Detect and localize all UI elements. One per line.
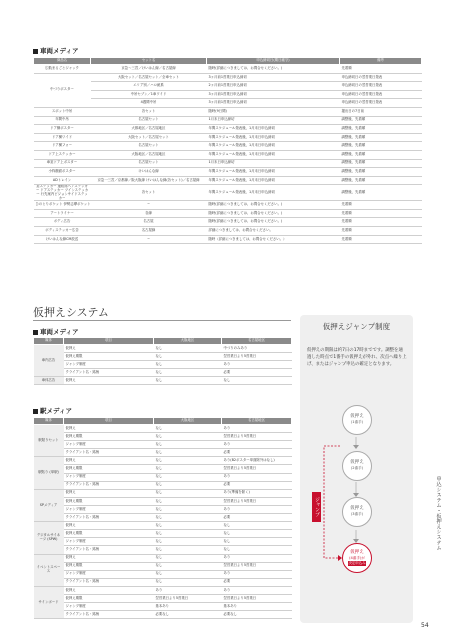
table-cell: ADトレイン <box>34 176 91 185</box>
table-cell: 必要なし <box>222 611 292 619</box>
table-cell: クライアント名・銘柄 <box>64 449 154 457</box>
table-cell: あり <box>154 586 222 594</box>
table-cell: あり <box>222 505 292 513</box>
col-header: 媒体 <box>34 418 64 425</box>
table-row <box>34 99 422 108</box>
table-cell: 翌営業日より5営業日 <box>154 594 222 602</box>
table-cell: 各セット <box>91 185 207 201</box>
table-cell: なし <box>154 497 222 505</box>
col-header: セット名 <box>91 58 207 65</box>
table-row <box>34 562 292 570</box>
table-row <box>34 159 422 168</box>
table-cell: 車窓ドア上ポスター <box>34 159 91 168</box>
table-cell: クライアント名・銘柄 <box>64 578 154 586</box>
table-cell: クライアント名・銘柄 <box>64 611 154 619</box>
vehicle-media-deadline-table <box>33 57 422 244</box>
table-cell: なし <box>222 538 292 546</box>
col-header: 名古屋地区 <box>222 338 292 345</box>
table-cell: 随時（詳細につきましては、お問合せください。） <box>207 235 340 244</box>
table-cell: ドア横ポスター <box>34 125 91 134</box>
table-cell: 小枠額面ポスター <box>34 168 91 177</box>
table-cell: あり(B2ポスター単面除外はなし) <box>222 457 292 465</box>
table-cell: なし <box>154 514 222 522</box>
table-cell: あり <box>222 570 292 578</box>
table-cell: スポット中吊 <box>34 107 91 116</box>
table-cell: なし <box>154 570 222 578</box>
table-cell: 先着順 <box>340 65 422 74</box>
table-cell: あり <box>222 554 292 562</box>
table-row <box>34 465 292 473</box>
table-cell: ジャンプ制度 <box>64 361 154 369</box>
table-cell: 調整後、先着順 <box>340 142 422 151</box>
table-cell: なし <box>154 489 222 497</box>
table-cell: なし <box>154 465 222 473</box>
chapter-side-tab: 申込システム・仮押えシステム <box>435 476 441 551</box>
table-cell: なし <box>154 425 222 433</box>
table-cell: 調整後、先着順 <box>340 125 422 134</box>
table-cell: けいはんな線 <box>91 168 207 177</box>
table-row <box>34 489 292 497</box>
table-row <box>34 176 422 185</box>
table-cell: なし <box>154 457 222 465</box>
table-cell: クライアント名・銘柄 <box>64 546 154 554</box>
table-cell: ジャンプ制度 <box>64 505 154 513</box>
table-cell: なし <box>154 369 222 377</box>
table-row <box>34 133 422 142</box>
table-cell: 翌営業日より5営業日 <box>222 465 292 473</box>
table-cell: 先着順 <box>340 218 422 227</box>
table-cell: 仮押え期限 <box>64 465 154 473</box>
jump-label: ジャンプ <box>312 492 321 522</box>
table-cell: 窓ステッカー 運転席ヘアステッカー ドアステッカー ツインステッカー 行先案内ビジョンサイドステッカー <box>34 185 91 201</box>
table-row <box>34 449 292 457</box>
table-row <box>34 361 292 369</box>
table-cell: なし <box>154 505 222 513</box>
table-cell: 各線 <box>91 209 207 218</box>
table-row <box>34 603 292 611</box>
table-cell: 先着順 <box>340 227 422 236</box>
table-cell: 中づりポスター <box>34 73 91 107</box>
table-cell: 詳細につきましては、お問合せください。 <box>207 227 340 236</box>
divider <box>33 320 291 321</box>
table-cell: なし <box>154 361 222 369</box>
table-cell: 必要 <box>222 449 292 457</box>
table-cell: 仮押え <box>64 489 154 497</box>
table-cell: なし <box>154 449 222 457</box>
table-cell: 調整後、先着順 <box>340 176 422 185</box>
table-cell: 仮押え期限 <box>64 433 154 441</box>
square-bullet-icon <box>33 49 38 54</box>
table-cell: 調整後、先着順 <box>340 168 422 177</box>
table-cell: 先着順 <box>340 235 422 244</box>
table-row <box>34 125 422 134</box>
table-cell: 4週間中吊 <box>91 99 207 108</box>
table-cell: なし <box>222 546 292 554</box>
table-cell: 申込締切日の翌営業日発表 <box>340 90 422 99</box>
section-title-vehicle-media: 車両メディア <box>33 46 78 55</box>
square-bullet-icon <box>33 409 38 414</box>
table-row <box>34 107 422 116</box>
table-cell: 京急〜三宮／けいはん線／名古屋線 <box>91 65 207 74</box>
table-cell: 仮押え <box>64 425 154 433</box>
section-title-vehicle-media-2: 車両メディア <box>33 327 78 336</box>
table-cell: なし <box>154 578 222 586</box>
table-cell: 随時(詳細につきましては、お問合せください。) <box>207 201 340 210</box>
table-row <box>34 457 292 465</box>
table-row <box>34 497 292 505</box>
col-header: 大阪地区 <box>154 418 222 425</box>
table-row <box>34 185 422 201</box>
table-cell-media: 車内広告 <box>34 345 64 377</box>
table-cell: 必要 <box>222 369 292 377</box>
table-cell: ドア横ワイド <box>34 133 91 142</box>
table-cell-media: 車体広告 <box>34 377 64 385</box>
table-cell: なし <box>154 562 222 570</box>
table-cell: 3ヵ月前1営業日申込締切 <box>207 99 340 108</box>
table-cell: なし <box>154 377 222 385</box>
col-header: 項目 <box>64 338 154 345</box>
table-cell: なし <box>154 538 222 546</box>
table-cell: 翌営業日より5営業日 <box>222 562 292 570</box>
table-cell: なし <box>154 433 222 441</box>
table-cell: なし <box>154 441 222 449</box>
table-cell: 3ヵ月前1営業日申込締切 <box>207 73 340 82</box>
table-row <box>34 377 292 385</box>
table-row <box>34 218 422 227</box>
table-cell: エリア別／ハロ統系 <box>91 82 207 91</box>
table-cell: 仮押え期限 <box>64 530 154 538</box>
table-row <box>34 554 292 562</box>
table-cell: 仮押え <box>64 457 154 465</box>
table-cell: 名古屋セット <box>91 142 207 151</box>
table-row <box>34 235 422 244</box>
table-cell: 先着順 <box>340 209 422 218</box>
table-cell: なし <box>222 522 292 530</box>
table-cell: 調整後、先着順 <box>340 150 422 159</box>
table-cell: 1月末日申込締切 <box>207 159 340 168</box>
table-cell: 基本あり <box>222 603 292 611</box>
col-header: 申込締切日(期日厳守) <box>207 58 340 65</box>
table-cell: あり <box>222 441 292 449</box>
table-row <box>34 473 292 481</box>
table-row <box>34 73 422 82</box>
table-row <box>34 82 422 91</box>
vehicle-hold-table <box>33 337 292 385</box>
table-cell: あり(準備を除く) <box>222 489 292 497</box>
table-cell: 掲出日の7日前 <box>340 107 422 116</box>
table-cell-media: サインボード <box>34 586 64 618</box>
table-cell: 調整後、先着順 <box>340 133 422 142</box>
decided-badge: 決定申込み <box>348 561 366 566</box>
table-cell: クライアント名・銘柄 <box>64 369 154 377</box>
table-cell: 名古屋セット <box>91 159 207 168</box>
table-cell: 大阪セット／名古屋セット／全車セット <box>91 73 207 82</box>
table-row <box>34 433 292 441</box>
table-row <box>34 481 292 489</box>
table-cell: 仮押え <box>64 345 154 353</box>
table-cell: 仮押え <box>64 586 154 594</box>
table-cell-media: イベントスペース <box>34 554 64 586</box>
table-cell: ジャンプ制度 <box>64 473 154 481</box>
table-cell: 必要 <box>222 578 292 586</box>
table-cell: 随時(詳細につきましては、お問合せください。) <box>207 65 340 74</box>
table-cell: なし <box>222 530 292 538</box>
table-cell: 中吊セブン／1車ワイド <box>91 90 207 99</box>
table-cell: 随時(詳細につきましては、お問合せください。) <box>207 218 340 227</box>
table-cell: 3ヵ月前1営業日申込締切 <box>207 90 340 99</box>
table-cell: けいはんな線CM放送 <box>34 235 91 244</box>
table-row <box>34 570 292 578</box>
table-cell: ドア横フォー <box>34 142 91 151</box>
table-cell: 年間中吊 <box>34 116 91 125</box>
table-cell: なし <box>154 345 222 353</box>
table-row <box>34 353 292 361</box>
table-cell: 仮押え期限 <box>64 353 154 361</box>
table-cell: 仮押え期限 <box>64 594 154 602</box>
table-cell: 年間スケジュール発表後、1月末日申込締切 <box>207 133 340 142</box>
table-cell: 申込締切日の翌営業日発表 <box>340 73 422 82</box>
table-row <box>34 369 292 377</box>
table-cell-media: 駅貼り (単駅) <box>34 457 64 489</box>
table-cell: − <box>91 235 207 244</box>
table-cell: ジャンプ制度 <box>64 570 154 578</box>
table-row <box>34 522 292 530</box>
table-cell: 翌営業日より5営業日 <box>222 497 292 505</box>
table-row <box>34 530 292 538</box>
col-header: 名古屋地区 <box>222 418 292 425</box>
table-row <box>34 227 422 236</box>
table-cell: なし <box>154 530 222 538</box>
table-cell: なし <box>154 473 222 481</box>
table-row <box>34 514 292 522</box>
table-cell: 京急一三宮／京都線／阪大阪線 けいはんな線(各セット)／名古屋線 <box>91 176 207 185</box>
table-row <box>34 90 422 99</box>
table-cell: 1月末日申込締切 <box>207 116 340 125</box>
table-cell: 申込締切日の翌営業日発表 <box>340 82 422 91</box>
table-cell: なし <box>154 546 222 554</box>
table-cell: 必要 <box>222 514 292 522</box>
table-row <box>34 168 422 177</box>
table-cell: 調整後、先着順 <box>340 159 422 168</box>
table-cell: 年間スケジュール発表後、1月末日申込締切 <box>207 142 340 151</box>
table-row <box>34 150 422 159</box>
table-row <box>34 345 292 353</box>
table-cell: 年間スケジュール発表後、1月末日申込締切 <box>207 168 340 177</box>
table-row <box>34 201 422 210</box>
page-number: 54 <box>421 622 429 629</box>
table-cell: 先着順 <box>340 201 422 210</box>
col-header: 備考 <box>340 58 422 65</box>
table-cell: 翌営業日より5営業日 <box>222 594 292 602</box>
table-cell: ジャンプ制度 <box>64 603 154 611</box>
table-cell: 大阪地区／名古屋地区 <box>91 150 207 159</box>
table-cell: 仮押え <box>64 522 154 530</box>
table-cell: 名古屋線 <box>91 227 207 236</box>
table-cell: 翌営業日より5営業日 <box>222 353 292 361</box>
table-cell: ドア上ステッカー <box>34 150 91 159</box>
col-header: 大阪地区 <box>154 338 222 345</box>
table-cell: 仮押え期限 <box>64 562 154 570</box>
table-cell: なし <box>154 481 222 489</box>
table-cell: 調整後、先着順 <box>340 116 422 125</box>
table-row <box>34 538 292 546</box>
table-cell: 仮押え <box>64 554 154 562</box>
table-cell: なし <box>154 522 222 530</box>
square-bullet-icon <box>33 330 38 335</box>
table-cell: 名古屋 <box>91 218 207 227</box>
table-row <box>34 594 292 602</box>
table-cell: 必要 <box>222 481 292 489</box>
table-cell: − <box>91 201 207 210</box>
col-header: 項目 <box>64 418 154 425</box>
table-cell: アートライナー <box>34 209 91 218</box>
table-cell: 年間スケジュール発表後、1月末日申込締切 <box>207 185 340 201</box>
table-row <box>34 425 292 433</box>
table-cell-media: SPメディア <box>34 489 64 521</box>
table-cell: 2ヵ月前1営業日申込締切 <box>207 82 340 91</box>
table-cell: 随時(詳細につきましては、お問合せください。) <box>207 209 340 218</box>
table-cell: ジャンプ制度 <box>64 538 154 546</box>
table-cell-media: 駅貼りセット <box>34 425 64 457</box>
table-cell: ひのとりポケット 伊勢志摩ポケット <box>34 201 91 210</box>
table-row <box>34 505 292 513</box>
table-cell: 名古屋セット <box>91 116 207 125</box>
table-cell: 調整後、先着順 <box>340 185 422 201</box>
table-cell: 随時(9日間) <box>207 107 340 116</box>
table-cell: 必要なし <box>154 611 222 619</box>
table-cell: なし <box>154 353 222 361</box>
table-cell: クライアント名・銘柄 <box>64 481 154 489</box>
table-cell: 各セット <box>91 107 207 116</box>
table-row <box>34 116 422 125</box>
panel-description: 仮押えの期限は約7日の17時までです。調整を通過した時点で1番手の仮押えが外れ、次点へ繰り上げ、またはジャンプ申込の確定となります。 <box>307 348 407 367</box>
page-title: 仮押えシステム <box>33 306 109 319</box>
table-cell: 仮押え <box>64 377 154 385</box>
table-cell: 年間スケジュール発表後、1月末日申込締切 <box>207 150 340 159</box>
table-cell: あり <box>222 361 292 369</box>
table-cell: ボディステッカー広告 <box>34 227 91 236</box>
table-cell: あり <box>222 473 292 481</box>
table-cell: 仮押え期限 <box>64 497 154 505</box>
table-cell: 年間スケジュール発表後、1月末日申込締切 <box>207 176 340 185</box>
col-header: 商品名 <box>34 58 91 65</box>
table-row <box>34 546 292 554</box>
col-header: 媒体 <box>34 338 64 345</box>
table-cell: 中づりのみあり <box>222 345 292 353</box>
section-title-station-media: 駅メディア <box>33 406 72 415</box>
table-cell: クライアント名・銘柄 <box>64 514 154 522</box>
table-cell: 基本あり <box>154 603 222 611</box>
table-cell: 広軌まるごとジャック <box>34 65 91 74</box>
table-cell-media: デジタルサイネージ (SPW) <box>34 522 64 554</box>
table-cell: 大都地区／名古屋地区 <box>91 125 207 134</box>
table-row <box>34 142 422 151</box>
table-row <box>34 209 422 218</box>
table-row <box>34 586 292 594</box>
table-row <box>34 441 292 449</box>
hold-3rd-bubble: 仮押え (3番手) <box>342 497 372 527</box>
table-cell: 翌営業日より5営業日 <box>222 433 292 441</box>
hold-1st-bubble: 仮押え (1番手) <box>342 405 372 435</box>
table-cell: 大阪セット／名古屋セット <box>91 133 207 142</box>
panel-title: 仮押えジャンプ制度 <box>322 322 391 331</box>
table-row <box>34 65 422 74</box>
hold-2nd-bubble: 仮押え (2番手) <box>342 451 372 481</box>
station-hold-table <box>33 417 292 619</box>
table-row <box>34 611 292 619</box>
table-cell: ボディ広告 <box>34 218 91 227</box>
table-cell: 申込締切日の翌営業日発表 <box>340 99 422 108</box>
table-row <box>34 578 292 586</box>
table-cell: あり <box>222 425 292 433</box>
hold-4th-decided-bubble: 仮押え (4番手)が 決定申込み <box>342 543 372 573</box>
table-cell: ジャンプ制度 <box>64 441 154 449</box>
table-cell: なし <box>154 554 222 562</box>
table-cell: あり <box>222 586 292 594</box>
table-cell: なし <box>222 377 292 385</box>
table-cell: 年間スケジュール発表後、1月末日申込締切 <box>207 125 340 134</box>
